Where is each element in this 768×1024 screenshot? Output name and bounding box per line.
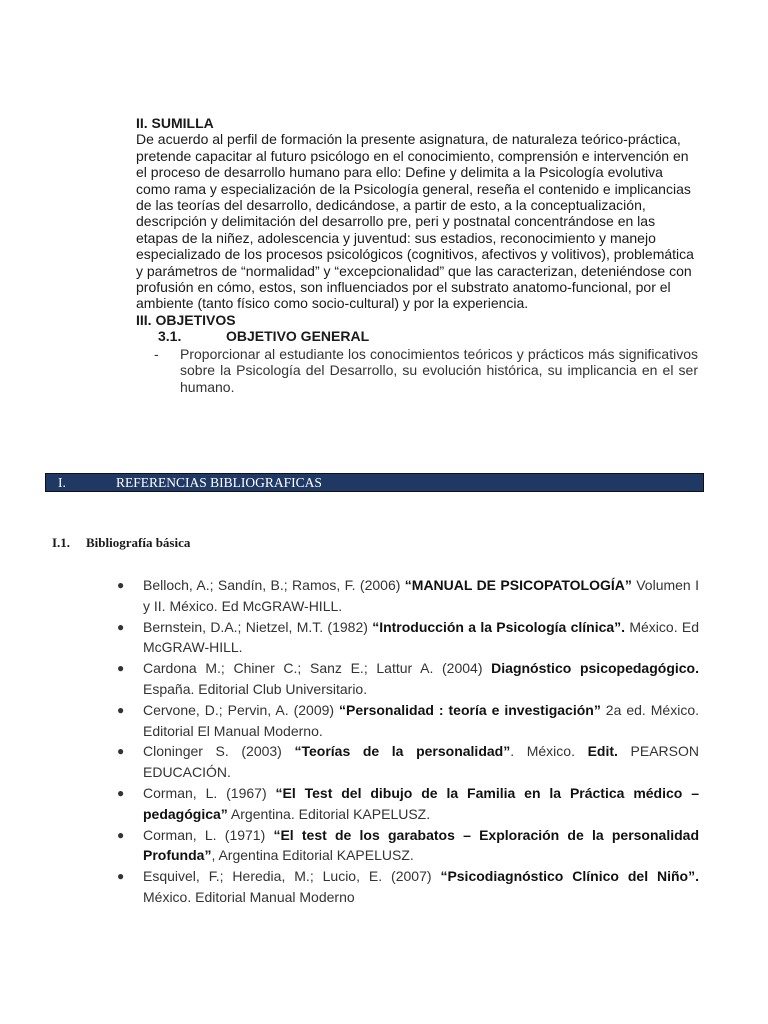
entry-publisher: México. Editorial Manual Moderno — [143, 888, 355, 905]
entry-title: “MANUAL DE PSICOPATOLOGÍA” — [404, 577, 632, 593]
objetivos-heading: III. OBJETIVOS — [136, 311, 236, 328]
objetivo-item-text: Proporcionar al estudiante los conocimientos teóricos y prácticos más significativos sobre la Psicología del Desarrollo, su evolución histórica, su implicancia en el ser humano. — [180, 345, 698, 395]
bullet-icon: ● — [117, 869, 125, 884]
bullet-icon: ● — [117, 661, 125, 676]
bibliography-entry — [117, 658, 699, 700]
entry-publisher: , Argentina Editorial KAPELUSZ. — [211, 847, 414, 864]
bibliography-entry-text — [143, 825, 699, 867]
bibliography-entry-text — [143, 658, 699, 700]
objetivo-general-title: OBJETIVO GENERAL — [226, 328, 370, 345]
objetivo-general-heading — [158, 328, 698, 344]
bibliography-entry-text — [143, 866, 699, 908]
bibliography-entry-text — [143, 575, 699, 617]
entry-title: “El test de los garabatos – Exploración de la personalidad Profunda” — [143, 826, 699, 864]
bibliography-entry — [117, 825, 699, 867]
bullet-icon: ● — [117, 785, 125, 800]
bibliography-entry — [117, 575, 699, 617]
bibliography-entry — [117, 617, 699, 659]
dash-bullet: - — [154, 345, 159, 362]
objetivo-item — [154, 346, 698, 395]
entry-publisher: . México. — [510, 743, 588, 760]
entry-title: “El Test del dibujo de la Familia en la Práctica médico – pedagógica” — [143, 784, 700, 822]
entry-title: “Personalidad : teoría e investigación” — [339, 701, 601, 718]
bibliography-entry — [117, 866, 699, 908]
entry-publisher: Volumen I y II. México. Ed McGRAW-HILL. — [143, 577, 699, 614]
entry-authors: Corman, L. (1967) — [143, 784, 276, 801]
entry-authors: Esquivel, F.; Heredia, M.; Lucio, E. (2007) — [143, 868, 441, 885]
bibliography-number: I.1. — [52, 535, 71, 550]
references-section-bar — [45, 473, 704, 492]
entry-authors: Cardona M.; Chiner C.; Sanz E.; Lattur A. (2004) — [143, 660, 492, 677]
bibliography-entry-text — [143, 783, 699, 825]
objetivo-general-number: 3.1. — [158, 328, 182, 345]
entry-authors: Belloch, A.; Sandín, B.; Ramos, F. (2006) — [143, 577, 405, 593]
references-number: I. — [58, 474, 66, 490]
entry-title: “Introducción a la Psicología clínica”. — [372, 618, 626, 635]
bibliography-entry — [117, 741, 699, 783]
entry-authors: Bernstein, D.A.; Nietzel, M.T. (1982) — [143, 618, 373, 635]
bibliography-entry — [117, 783, 699, 825]
references-title: REFERENCIAS BIBLIOGRAFICAS — [116, 474, 322, 490]
entry-authors: Cervone, D.; Pervin, A. (2009) — [143, 701, 340, 718]
entry-publisher: México. Ed McGRAW-HILL. — [143, 618, 699, 656]
sumilla-paragraph: De acuerdo al perfil de formación la presente asignatura, de naturaleza teórico-práctica, pretende capacitar al futuro psicólogo en el conocimiento, comprensión e intervención en el proceso de desarrollo humano para ello: Define y delimita a la Psicología evolutiva como rama y especialización de la Psicología general, reseña el contenido e implicancias de las teorías del desarrollo, dedicándose, a partir de esto, a la conceptualización, descripción y delimitación del desarrollo pre, peri y postnatal concentrándose en las etapas de la niñez, adolescencia y juventud: sus estadios, reconocimiento y manejo especializado de los procesos psicológicos (cognitivos, afectivos y volitivos), problemática y parámetros de “normalidad” y “excepcionalidad” que las caracterizan, deteniéndose con profusión en cómo, estos, son influenciados por el substrato anatomo-funcional, por el ambiente (tanto físico como socio-cultural) y por la experiencia. — [136, 131, 694, 312]
bibliography-list — [117, 575, 699, 908]
entry-title: “Psicodiagnóstico Clínico del Niño”. — [440, 868, 699, 885]
bibliography-entry — [117, 700, 699, 742]
entry-publisher: Argentina. Editorial KAPELUSZ. — [227, 805, 431, 822]
entry-bold-extra: Edit. — [587, 743, 618, 760]
bibliography-title: Bibliografía básica — [86, 535, 191, 550]
bibliography-subheading — [52, 535, 190, 551]
sumilla-heading: II. SUMILLA — [136, 115, 214, 131]
entry-publisher-extra: PEARSON EDUCACIÓN. — [143, 743, 699, 781]
bullet-icon: ● — [117, 827, 125, 842]
syllabus-body — [136, 115, 698, 395]
bibliography-entry-text — [143, 741, 699, 783]
entry-publisher: 2a ed. México. Editorial El Manual Moderno. — [143, 701, 700, 739]
entry-title: Diagnóstico psicopedagógico. — [491, 660, 699, 677]
entry-authors: Cloninger S. (2003) — [143, 743, 295, 760]
bullet-icon: ● — [117, 619, 125, 634]
bullet-icon: ● — [117, 744, 125, 759]
entry-authors: Corman, L. (1971) — [143, 826, 274, 843]
entry-title: “Teorías de la personalidad” — [294, 743, 511, 760]
bibliography-entry-text — [143, 617, 699, 659]
bullet-icon: ● — [117, 702, 125, 717]
entry-publisher: España. Editorial Club Universitario. — [143, 680, 368, 697]
bibliography-entry-text — [143, 700, 699, 742]
bullet-icon: ● — [117, 578, 125, 592]
